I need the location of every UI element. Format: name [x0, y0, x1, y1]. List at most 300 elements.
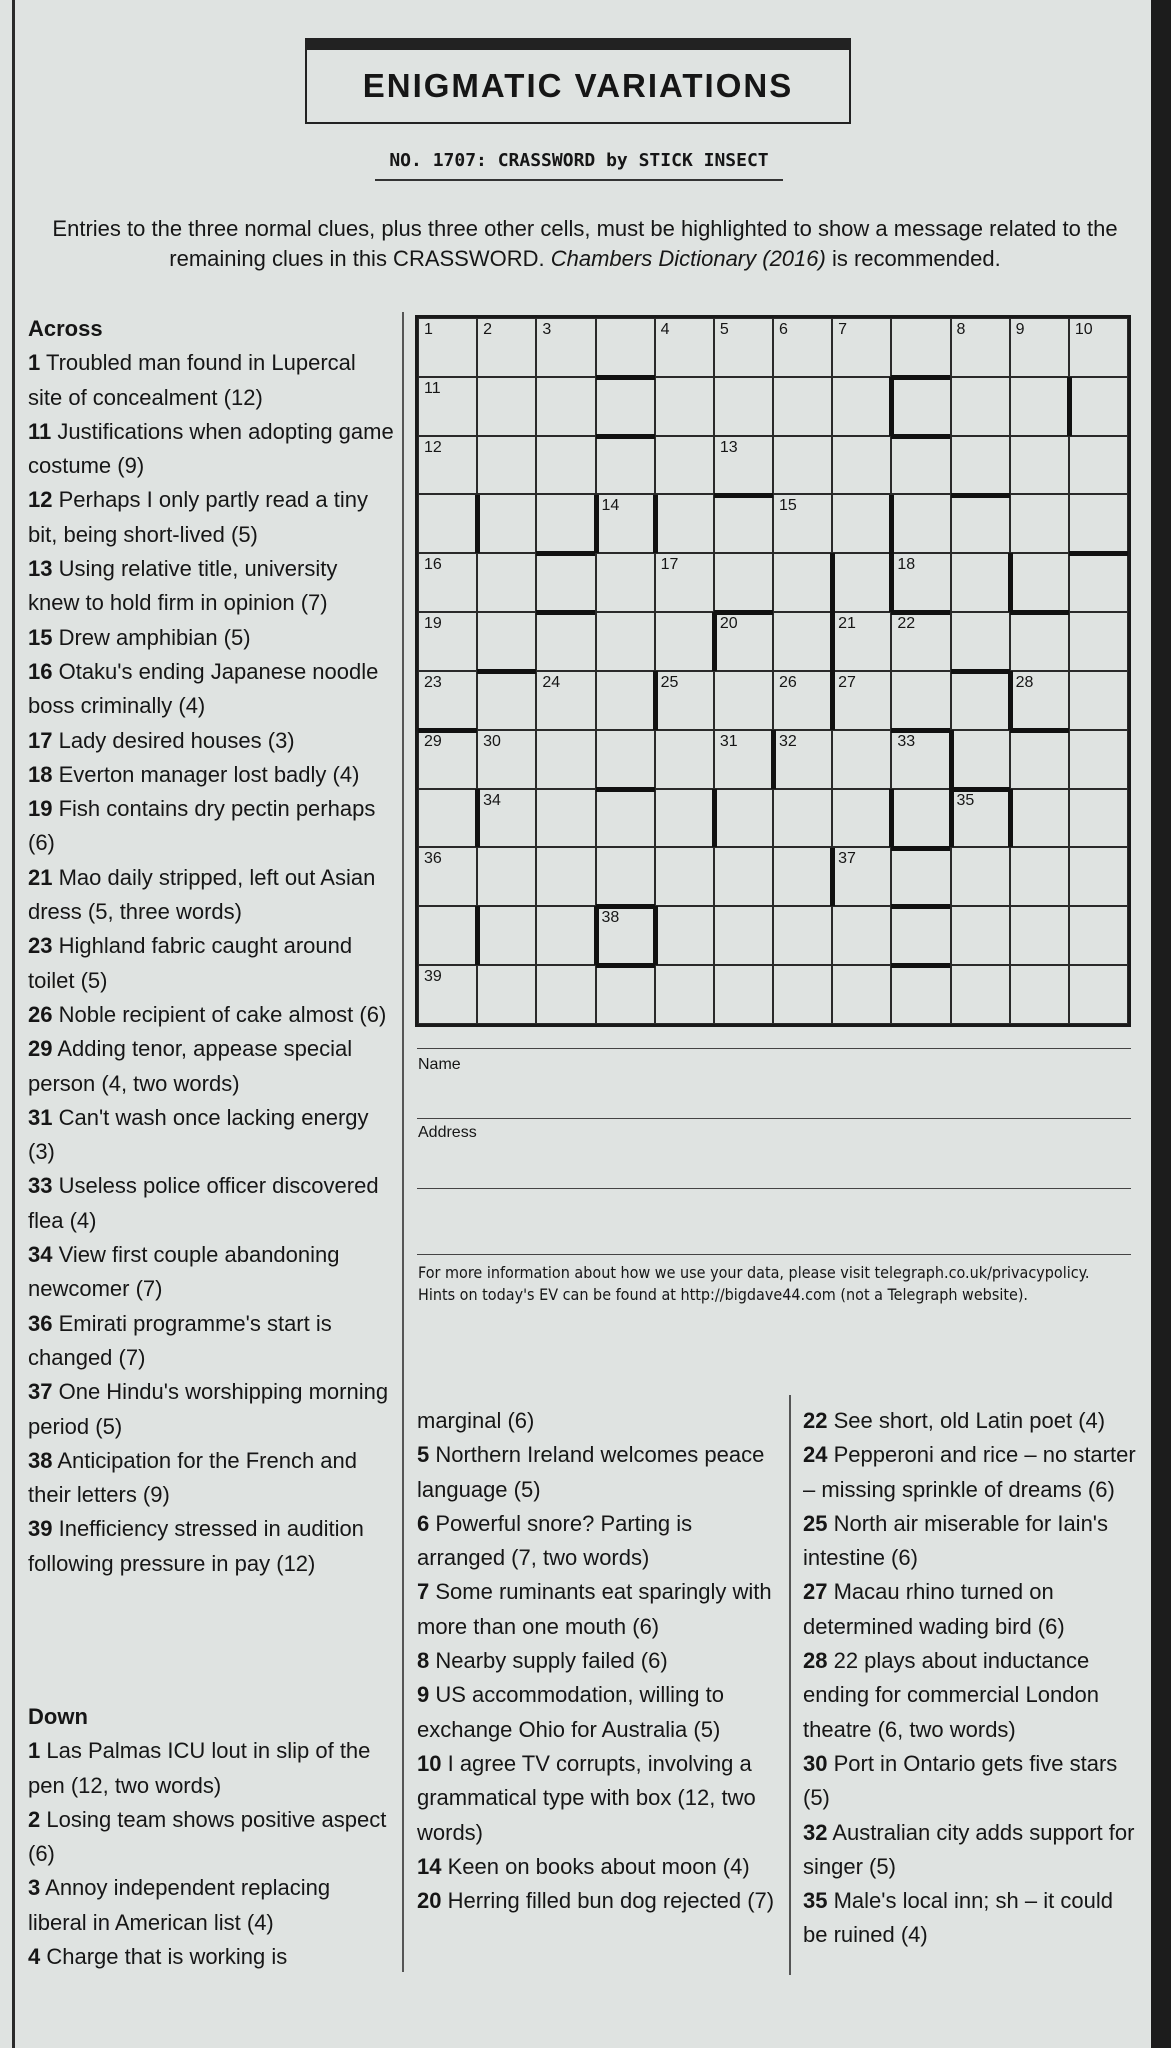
clue-item	[28, 1307, 394, 1376]
grid-cell[interactable]	[418, 906, 477, 965]
grid-cell[interactable]	[714, 494, 773, 553]
clue-item	[28, 861, 394, 930]
grid-cell[interactable]	[536, 377, 595, 436]
grid-cell[interactable]	[1010, 906, 1069, 965]
grid-cell[interactable]	[891, 553, 950, 612]
clue-item	[28, 1512, 394, 1581]
grid-cell[interactable]	[536, 847, 595, 906]
clue-number: 9	[417, 1682, 430, 1708]
clue-item	[28, 1032, 394, 1101]
clue-number: 20	[417, 1888, 442, 1914]
cell-number: 39	[424, 968, 442, 986]
grid-cell[interactable]	[655, 906, 714, 965]
page-edge	[1151, 0, 1171, 2048]
grid-cell[interactable]	[1010, 436, 1069, 495]
grid-cell[interactable]	[1010, 730, 1069, 789]
grid-cell[interactable]	[1069, 965, 1128, 1024]
clue-number: 8	[417, 1648, 430, 1674]
clue-text: Port in Ontario gets five stars (5)	[803, 1750, 1118, 1811]
cell-number: 10	[1074, 321, 1093, 338]
grid-cell[interactable]	[477, 847, 536, 906]
grid-cell[interactable]	[1069, 377, 1128, 436]
grid-cell[interactable]	[477, 789, 536, 848]
grid-bar	[418, 728, 477, 733]
cell-number: 31	[719, 732, 738, 750]
clue-item	[28, 1444, 394, 1513]
grid-cell[interactable]	[477, 965, 536, 1024]
down-list	[417, 1438, 779, 1918]
grid-cell[interactable]	[536, 730, 595, 789]
grid-cell[interactable]	[596, 494, 655, 553]
clue-number: 16	[28, 658, 53, 684]
clue-item	[803, 1507, 1139, 1576]
grid-cell[interactable]	[418, 553, 477, 612]
grid-cell[interactable]	[714, 730, 773, 789]
grid-cell[interactable]	[596, 436, 655, 495]
grid-cell[interactable]	[477, 436, 536, 495]
clue-item	[28, 724, 394, 758]
grid-bar	[951, 787, 1010, 792]
grid-cell[interactable]	[596, 847, 655, 906]
grid-bar	[889, 495, 894, 554]
grid-bar	[891, 610, 950, 615]
grid-cell[interactable]	[418, 318, 477, 377]
name-field[interactable]	[417, 1118, 1131, 1119]
across-list	[28, 346, 394, 1581]
clue-item	[28, 1375, 394, 1444]
grid-cell[interactable]	[536, 553, 595, 612]
clue-number: 26	[28, 1001, 53, 1027]
clue-number: 13	[28, 556, 53, 582]
grid-cell[interactable]	[536, 965, 595, 1024]
grid-cell[interactable]	[951, 553, 1010, 612]
cell-number: 2	[483, 321, 493, 338]
grid-cell[interactable]	[1010, 847, 1069, 906]
cell-number: 20	[719, 615, 738, 633]
grid-cell[interactable]	[951, 612, 1010, 671]
grid-cell[interactable]	[655, 789, 714, 848]
grid-cell[interactable]	[1010, 377, 1069, 436]
grid-cell[interactable]	[773, 553, 832, 612]
grid-cell[interactable]	[1069, 671, 1128, 730]
grid-bar	[1008, 789, 1013, 848]
clue-text: Can't wash once lacking energy (3)	[28, 1104, 369, 1165]
grid-bar	[1010, 610, 1069, 615]
clue-number: 25	[803, 1510, 828, 1536]
grid-cell[interactable]	[418, 671, 477, 730]
grid-bar	[714, 493, 773, 498]
grid-bar	[891, 434, 950, 439]
clue-number: 4	[28, 1944, 41, 1970]
grid-cell[interactable]	[714, 377, 773, 436]
column-divider	[789, 1395, 791, 1975]
grid-cell[interactable]	[951, 847, 1010, 906]
grid-cell[interactable]	[477, 377, 536, 436]
grid-cell[interactable]	[655, 671, 714, 730]
grid-cell[interactable]	[773, 671, 832, 730]
clue-item	[803, 1438, 1139, 1507]
grid-cell[interactable]	[832, 612, 891, 671]
grid-cell[interactable]	[951, 965, 1010, 1024]
clue-text: US accommodation, willing to exchange Ohio for Australia (5)	[417, 1682, 724, 1742]
grid-cell[interactable]	[891, 847, 950, 906]
clue-text: Inefficiency stressed in audition following pressure in pay (12)	[28, 1516, 364, 1576]
grid-cell[interactable]	[1069, 436, 1128, 495]
grid-cell[interactable]	[596, 377, 655, 436]
clue-number: 21	[28, 864, 53, 890]
grid-cell[interactable]	[891, 906, 950, 965]
clue-item	[28, 929, 394, 998]
column-divider	[402, 312, 404, 1972]
clue-text: Lady desired houses (3)	[52, 727, 295, 753]
grid-bar	[951, 493, 1010, 498]
clue-text: Some ruminants eat sparingly with more than one mouth (6)	[417, 1579, 772, 1639]
grid-cell[interactable]	[891, 671, 950, 730]
grid-cell[interactable]	[1069, 318, 1128, 377]
grid-cell[interactable]	[832, 377, 891, 436]
clue-item	[803, 1404, 1139, 1438]
grid-cell[interactable]	[714, 318, 773, 377]
grid-cell[interactable]	[951, 436, 1010, 495]
clue-number: 31	[28, 1104, 53, 1130]
clue-text: Justifications when adopting game costume (9)	[28, 418, 394, 479]
grid-cell[interactable]	[1069, 789, 1128, 848]
preamble-text: Entries to the three normal clues, plus three other cells, must be highlighted to show a message related to the remaining clues in this CRASSWORD.	[52, 216, 1118, 271]
clue-number: 28	[803, 1648, 828, 1674]
grid-cell[interactable]	[1010, 671, 1069, 730]
clue-text: Male's local inn; sh – it could be ruined (4)	[803, 1888, 1113, 1948]
grid-bar	[477, 669, 536, 674]
grid-cell[interactable]	[951, 494, 1010, 553]
grid-bar	[830, 553, 835, 612]
clue-text: Pepperoni and rice – no starter – missing sprinkle of dreams (6)	[803, 1442, 1136, 1502]
cell-number: 16	[424, 556, 442, 574]
page-title: ENIGMATIC VARIATIONS	[362, 67, 794, 104]
clue-number: 36	[28, 1310, 53, 1336]
grid-bar	[596, 904, 655, 909]
grid-cell[interactable]	[1069, 847, 1128, 906]
clue-number: 38	[28, 1447, 53, 1473]
grid-cell[interactable]	[891, 436, 950, 495]
clue-item	[28, 1734, 394, 1803]
grid-cell[interactable]	[773, 318, 832, 377]
grid-cell[interactable]	[832, 318, 891, 377]
grid-bar	[596, 787, 655, 792]
clue-item	[803, 1747, 1139, 1816]
clue-number: 2	[28, 1806, 41, 1832]
grid-cell[interactable]	[477, 553, 536, 612]
crossword-grid[interactable]	[415, 315, 1131, 1027]
clue-number: 37	[28, 1379, 53, 1405]
grid-bar	[891, 846, 950, 851]
down-clues-right	[803, 1404, 1139, 1953]
grid-cell[interactable]	[655, 494, 714, 553]
grid-cell[interactable]	[655, 436, 714, 495]
grid-cell[interactable]	[655, 730, 714, 789]
clue-number: 23	[28, 933, 53, 959]
clue-item	[28, 655, 394, 724]
grid-bar	[475, 789, 480, 848]
grid-cell[interactable]	[596, 612, 655, 671]
grid-bar	[891, 963, 950, 968]
clue-number: 18	[28, 761, 53, 787]
cell-number: 21	[838, 615, 856, 633]
grid-cell[interactable]	[714, 671, 773, 730]
cell-number: 1	[424, 321, 433, 338]
grid-cell[interactable]	[655, 847, 714, 906]
clue-text: Drew amphibian (5)	[52, 624, 251, 650]
grid-cell[interactable]	[832, 847, 891, 906]
grid-cell[interactable]	[536, 671, 595, 730]
cell-number: 7	[838, 321, 848, 338]
page-edge	[12, 0, 15, 2048]
grid-bar	[1010, 728, 1069, 733]
grid-bar	[536, 610, 595, 615]
cell-number: 3	[542, 321, 552, 338]
cell-number: 29	[424, 732, 442, 750]
grid-cell[interactable]	[1010, 318, 1069, 377]
grid-cell[interactable]	[891, 494, 950, 553]
clue-item	[417, 1438, 779, 1507]
grid-bar	[830, 671, 835, 730]
grid-cell[interactable]	[418, 965, 477, 1024]
grid-cell[interactable]	[1010, 494, 1069, 553]
grid-cell[interactable]	[477, 612, 536, 671]
grid-cell[interactable]	[951, 377, 1010, 436]
across-clues	[28, 312, 394, 1581]
grid-cell[interactable]	[596, 906, 655, 965]
grid-cell[interactable]	[477, 318, 536, 377]
grid-bar	[596, 963, 655, 968]
grid-cell[interactable]	[1010, 553, 1069, 612]
clue-item	[28, 415, 394, 484]
clue-item	[417, 1644, 779, 1678]
grid-cell[interactable]	[477, 906, 536, 965]
cell-number: 22	[897, 615, 916, 633]
grid-cell[interactable]	[596, 789, 655, 848]
address-field[interactable]	[417, 1188, 1131, 1189]
grid-cell[interactable]	[655, 318, 714, 377]
clue-number: 35	[803, 1888, 828, 1914]
grid-cell[interactable]	[536, 318, 595, 377]
grid-cell[interactable]	[714, 906, 773, 965]
cell-number: 37	[838, 850, 856, 868]
grid-bar	[653, 906, 658, 965]
clue-text: Highland fabric caught around toilet (5)	[28, 933, 353, 993]
grid-bar	[1067, 377, 1072, 436]
cell-number: 17	[660, 556, 679, 574]
grid-cell[interactable]	[1069, 553, 1128, 612]
cell-number: 5	[719, 321, 729, 338]
grid-cell[interactable]	[596, 318, 655, 377]
down-list	[28, 1734, 394, 1974]
grid-cell[interactable]	[951, 730, 1010, 789]
grid-cell[interactable]	[1010, 789, 1069, 848]
clue-number: 7	[417, 1579, 430, 1605]
grid-cell[interactable]	[832, 906, 891, 965]
clue-number: 14	[417, 1853, 442, 1879]
clue-number: 1	[28, 350, 41, 376]
grid-cell[interactable]	[773, 965, 832, 1024]
grid-cell[interactable]	[773, 612, 832, 671]
grid-cell[interactable]	[536, 494, 595, 553]
cell-number: 32	[779, 732, 797, 750]
grid-cell[interactable]	[596, 965, 655, 1024]
grid-cell[interactable]	[596, 730, 655, 789]
grid-cell[interactable]	[951, 906, 1010, 965]
clue-number: 30	[803, 1750, 828, 1776]
clue-number: 29	[28, 1036, 53, 1062]
grid-cell[interactable]	[891, 612, 950, 671]
grid-cell[interactable]	[655, 553, 714, 612]
clue-text: Las Palmas ICU lout in slip of the pen (12, two words)	[28, 1738, 371, 1798]
grid-cell[interactable]	[773, 494, 832, 553]
grid-cell[interactable]	[1010, 612, 1069, 671]
address-field[interactable]	[417, 1254, 1131, 1255]
grid-cell[interactable]	[1069, 494, 1128, 553]
grid-cell[interactable]	[891, 965, 950, 1024]
grid-cell[interactable]	[773, 730, 832, 789]
clue-text: Keen on books about moon (4)	[441, 1853, 750, 1879]
grid-bar	[889, 377, 894, 436]
clue-number: 11	[28, 418, 52, 444]
grid-cell[interactable]	[596, 671, 655, 730]
grid-cell[interactable]	[773, 906, 832, 965]
grid-cell[interactable]	[536, 906, 595, 965]
grid-cell[interactable]	[1069, 730, 1128, 789]
grid-bar	[949, 789, 954, 848]
grid-cell[interactable]	[477, 494, 536, 553]
clue-item	[417, 1575, 779, 1644]
cell-number: 15	[779, 497, 797, 515]
clue-number: 32	[803, 1819, 828, 1845]
clue-number: 5	[417, 1442, 430, 1468]
clue-text: Losing team shows positive aspect (6)	[28, 1806, 387, 1867]
grid-bar	[594, 495, 599, 554]
privacy-notice: For more information about how we use your data, please visit telegraph.co.uk/privacypolicy. Hints on today's EV can be found at http://bigdave44.com (not a Telegraph website).	[418, 1263, 1090, 1304]
cell-number: 30	[483, 732, 501, 750]
grid-cell[interactable]	[536, 612, 595, 671]
cell-number: 23	[424, 673, 442, 691]
cell-number: 24	[542, 673, 561, 691]
grid-cell[interactable]	[418, 847, 477, 906]
grid-cell[interactable]	[714, 436, 773, 495]
grid-cell[interactable]	[832, 789, 891, 848]
grid-cell[interactable]	[891, 318, 950, 377]
grid-bar	[951, 669, 1010, 674]
grid-cell[interactable]	[477, 671, 536, 730]
grid-cell[interactable]	[714, 789, 773, 848]
clue-text: Northern Ireland welcomes peace language (5)	[417, 1442, 765, 1502]
grid-cell[interactable]	[832, 730, 891, 789]
grid-cell[interactable]	[773, 789, 832, 848]
grid-cell[interactable]	[418, 436, 477, 495]
grid-cell[interactable]	[951, 789, 1010, 848]
grid-cell[interactable]	[1069, 906, 1128, 965]
clue-text: Charge that is working is	[40, 1944, 288, 1970]
grid-cell[interactable]	[951, 318, 1010, 377]
grid-cell[interactable]	[1069, 612, 1128, 671]
grid-bar	[536, 551, 595, 556]
clue-item	[28, 792, 394, 861]
grid-cell[interactable]	[773, 436, 832, 495]
clue-text: Powerful snore? Parting is arranged (7, two words)	[417, 1510, 693, 1571]
grid-cell[interactable]	[655, 377, 714, 436]
clue-text: Annoy independent replacing liberal in American list (4)	[28, 1875, 331, 1935]
clue-number: 19	[28, 796, 53, 822]
grid-cell[interactable]	[1010, 965, 1069, 1024]
grid-cell[interactable]	[596, 553, 655, 612]
clue-text: Nearby supply failed (6)	[429, 1648, 668, 1674]
grid-cell[interactable]	[714, 965, 773, 1024]
clue-item	[417, 1747, 779, 1850]
clue-item	[417, 1507, 779, 1576]
grid-cell[interactable]	[655, 612, 714, 671]
grid-cell[interactable]	[891, 377, 950, 436]
clue-text: Herring filled bun dog rejected (7)	[441, 1888, 775, 1914]
grid-bar	[949, 730, 954, 789]
grid-cell[interactable]	[655, 965, 714, 1024]
grid-cell[interactable]	[714, 847, 773, 906]
cell-number: 13	[719, 438, 738, 456]
grid-cell[interactable]	[832, 671, 891, 730]
clue-text: View first couple abandoning newcomer (7)	[28, 1242, 340, 1302]
grid-cell[interactable]	[714, 553, 773, 612]
grid-cell[interactable]	[714, 612, 773, 671]
cell-number: 6	[779, 321, 788, 338]
title-box	[305, 38, 851, 124]
grid-cell[interactable]	[418, 612, 477, 671]
clue-number: 10	[417, 1750, 442, 1776]
cell-number: 38	[601, 909, 620, 927]
clue-item	[28, 1803, 394, 1872]
grid-cell[interactable]	[418, 730, 477, 789]
clue-item	[28, 758, 394, 792]
clue-text: Emirati programme's start is changed (7)	[28, 1310, 332, 1370]
cell-number: 18	[897, 556, 916, 574]
grid-cell[interactable]	[418, 377, 477, 436]
grid-cell[interactable]	[418, 494, 477, 553]
grid-cell[interactable]	[832, 436, 891, 495]
grid-bar	[891, 904, 950, 909]
grid-cell[interactable]	[951, 671, 1010, 730]
grid-cell[interactable]	[536, 436, 595, 495]
cell-number: 4	[660, 321, 670, 338]
clue-number: 22	[803, 1408, 828, 1433]
grid-bar	[891, 728, 950, 733]
grid-cell[interactable]	[891, 789, 950, 848]
grid-bar	[475, 906, 480, 965]
grid-cell[interactable]	[832, 965, 891, 1024]
grid-cell[interactable]	[418, 789, 477, 848]
clue-item	[803, 1575, 1139, 1644]
grid-cell[interactable]	[536, 789, 595, 848]
clue-text: Troubled man found in Lupercal site of concealment (12)	[28, 350, 356, 410]
grid-cell[interactable]	[891, 730, 950, 789]
down-list	[803, 1404, 1139, 1953]
clue-text: Adding tenor, appease special person (4, two words)	[28, 1036, 353, 1096]
grid-cell[interactable]	[832, 553, 891, 612]
grid-cell[interactable]	[773, 377, 832, 436]
grid-bar	[1008, 553, 1013, 612]
clue-item	[803, 1884, 1139, 1953]
grid-cell[interactable]	[773, 847, 832, 906]
clue-item	[28, 346, 394, 415]
grid-bar	[1069, 551, 1128, 556]
clue-number: 3	[28, 1875, 41, 1901]
grid-cell[interactable]	[477, 730, 536, 789]
grid-cell[interactable]	[832, 494, 891, 553]
